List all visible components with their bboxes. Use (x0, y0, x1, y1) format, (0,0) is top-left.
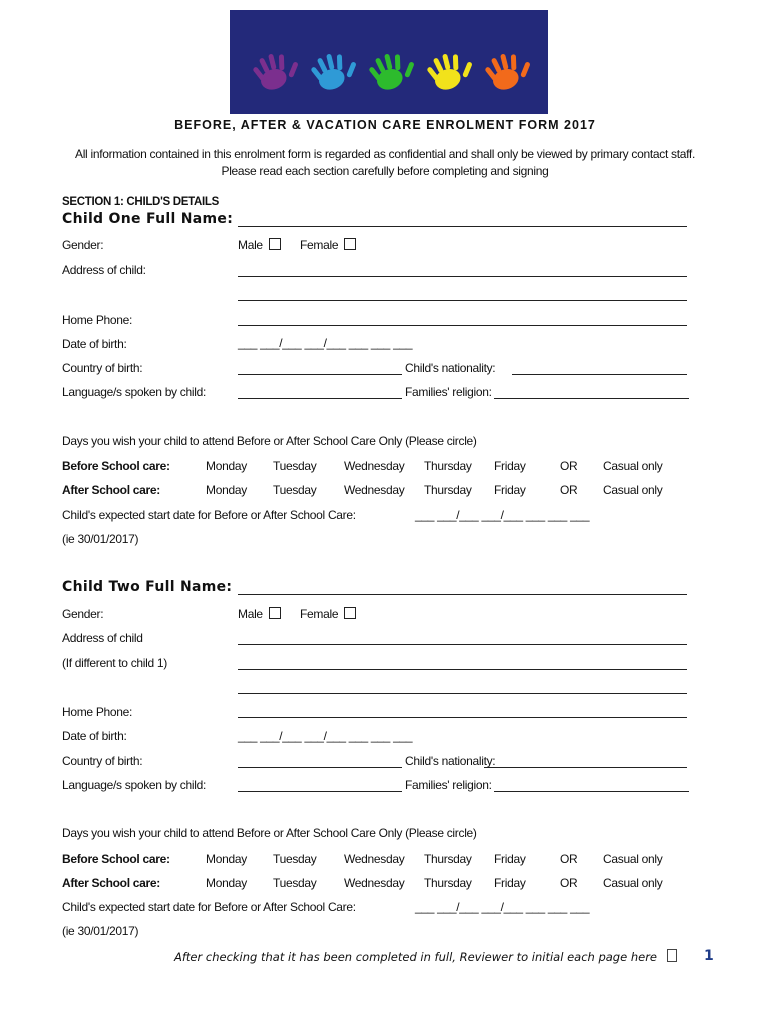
start-date-field-2[interactable]: ___ ___/___ ___/___ ___ ___ ___ (415, 900, 590, 914)
address-field-line-2[interactable] (238, 300, 687, 301)
before-or-2: OR (560, 852, 578, 866)
male-checkbox[interactable] (269, 238, 281, 250)
nationality-field[interactable] (512, 374, 687, 375)
female-checkbox[interactable] (344, 238, 356, 250)
after-wednesday-2[interactable]: Wednesday (344, 876, 405, 890)
before-friday-2[interactable]: Friday (494, 852, 526, 866)
dob-field-2[interactable]: ___ ___/___ ___/___ ___ ___ ___ (238, 729, 413, 743)
before-casual[interactable]: Casual only (603, 459, 663, 473)
form-title: BEFORE, AFTER & VACATION CARE ENROLMENT FORM 2017 (174, 118, 596, 132)
before-thursday[interactable]: Thursday (424, 459, 472, 473)
colored-hands-logo (230, 10, 548, 114)
after-thursday-2[interactable]: Thursday (424, 876, 472, 890)
child-one-name-field[interactable] (238, 226, 687, 227)
address-field-line-1[interactable] (238, 276, 687, 277)
after-friday-2[interactable]: Friday (494, 876, 526, 890)
country-field-2[interactable] (238, 767, 402, 768)
start-date-label-2: Child's expected start date for Before or After School Care: (62, 900, 356, 914)
start-date-label: Child's expected start date for Before or After School Care: (62, 508, 356, 522)
female-checkbox-2[interactable] (344, 607, 356, 619)
dob-label: Date of birth: (62, 337, 127, 351)
female-label: Female (300, 238, 339, 252)
if-different-note: (If different to child 1) (62, 656, 168, 670)
before-casual-2[interactable]: Casual only (603, 852, 663, 866)
gender-label-2: Gender: (62, 607, 104, 621)
female-label-2: Female (300, 607, 339, 621)
after-care-label-2: After School care: (62, 876, 160, 890)
nationality-label-2: Child's nationality: (405, 754, 496, 768)
start-date-example: (ie 30/01/2017) (62, 532, 139, 546)
reviewer-note-text: After checking that it has been completed in full, Reviewer to initial each page here (174, 950, 658, 964)
before-tuesday[interactable]: Tuesday (273, 459, 317, 473)
after-casual-2[interactable]: Casual only (603, 876, 663, 890)
language-field[interactable] (238, 398, 402, 399)
reviewer-note (174, 949, 677, 964)
gender-male-option[interactable] (238, 238, 281, 252)
after-or: OR (560, 483, 578, 497)
religion-field[interactable] (494, 398, 689, 399)
after-or-2: OR (560, 876, 578, 890)
address-field-2-line-2[interactable] (238, 669, 687, 670)
language-field-2[interactable] (238, 791, 402, 792)
after-wednesday[interactable]: Wednesday (344, 483, 405, 497)
days-intro: Days you wish your child to attend Before or After School Care Only (Please circle) (62, 434, 477, 448)
hand-icon (250, 47, 305, 95)
child-two-name-field[interactable] (238, 594, 687, 595)
country-field[interactable] (238, 374, 402, 375)
address-label-2: Address of child (62, 631, 143, 645)
country-label-2: Country of birth: (62, 754, 143, 768)
home-phone-field-2[interactable] (238, 717, 687, 718)
before-monday[interactable]: Monday (206, 459, 247, 473)
gender-male-option-2[interactable] (238, 607, 281, 621)
gender-label: Gender: (62, 238, 104, 252)
before-tuesday-2[interactable]: Tuesday (273, 852, 317, 866)
after-tuesday[interactable]: Tuesday (273, 483, 317, 497)
after-tuesday-2[interactable]: Tuesday (273, 876, 317, 890)
before-thursday-2[interactable]: Thursday (424, 852, 472, 866)
before-wednesday[interactable]: Wednesday (344, 459, 405, 473)
gender-female-option[interactable] (300, 238, 356, 252)
before-wednesday-2[interactable]: Wednesday (344, 852, 405, 866)
after-monday[interactable]: Monday (206, 483, 247, 497)
reviewer-initial-box[interactable] (667, 949, 677, 962)
after-friday[interactable]: Friday (494, 483, 526, 497)
male-label: Male (238, 238, 263, 252)
hand-icon (482, 47, 537, 95)
nationality-field-2[interactable] (484, 767, 687, 768)
after-monday-2[interactable]: Monday (206, 876, 247, 890)
days-intro-2: Days you wish your child to attend Before or After School Care Only (Please circle) (62, 826, 477, 840)
child-two-name-label: Child Two Full Name: (62, 579, 233, 595)
dob-label-2: Date of birth: (62, 729, 127, 743)
male-label-2: Male (238, 607, 263, 621)
gender-female-option-2[interactable] (300, 607, 356, 621)
dob-field[interactable]: ___ ___/___ ___/___ ___ ___ ___ (238, 336, 413, 350)
before-care-label-2: Before School care: (62, 852, 170, 866)
before-monday-2[interactable]: Monday (206, 852, 247, 866)
start-date-example-2: (ie 30/01/2017) (62, 924, 139, 938)
intro-line-2: Please read each section carefully before completing and signing (221, 164, 549, 178)
address-label: Address of child: (62, 263, 146, 277)
page-number: 1 (704, 948, 714, 964)
language-label: Language/s spoken by child: (62, 385, 207, 399)
religion-label-2: Families' religion: (405, 778, 492, 792)
religion-field-2[interactable] (494, 791, 689, 792)
after-thursday[interactable]: Thursday (424, 483, 472, 497)
hand-icon (366, 47, 421, 95)
language-label-2: Language/s spoken by child: (62, 778, 207, 792)
intro-line-1: All information contained in this enrolment form is regarded as confidential and shall only be viewed by primary contact staff. (74, 147, 696, 161)
country-label: Country of birth: (62, 361, 143, 375)
after-casual[interactable]: Casual only (603, 483, 663, 497)
child-one-name-label: Child One Full Name: (62, 211, 234, 227)
start-date-field[interactable]: ___ ___/___ ___/___ ___ ___ ___ (415, 508, 590, 522)
after-care-label: After School care: (62, 483, 160, 497)
section-1-heading: SECTION 1: CHILD'S DETAILS (62, 196, 220, 208)
before-care-label: Before School care: (62, 459, 170, 473)
religion-label: Families' religion: (405, 385, 492, 399)
home-phone-field[interactable] (238, 325, 687, 326)
hand-icon (424, 47, 479, 95)
home-phone-label: Home Phone: (62, 313, 133, 327)
nationality-label: Child's nationality: (405, 361, 496, 375)
home-phone-label-2: Home Phone: (62, 705, 133, 719)
male-checkbox-2[interactable] (269, 607, 281, 619)
header-banner (230, 10, 548, 114)
before-friday[interactable]: Friday (494, 459, 526, 473)
hand-icon (308, 47, 363, 95)
before-or: OR (560, 459, 578, 473)
address-field-2-line-3[interactable] (238, 693, 687, 694)
address-field-2-line-1[interactable] (238, 644, 687, 645)
